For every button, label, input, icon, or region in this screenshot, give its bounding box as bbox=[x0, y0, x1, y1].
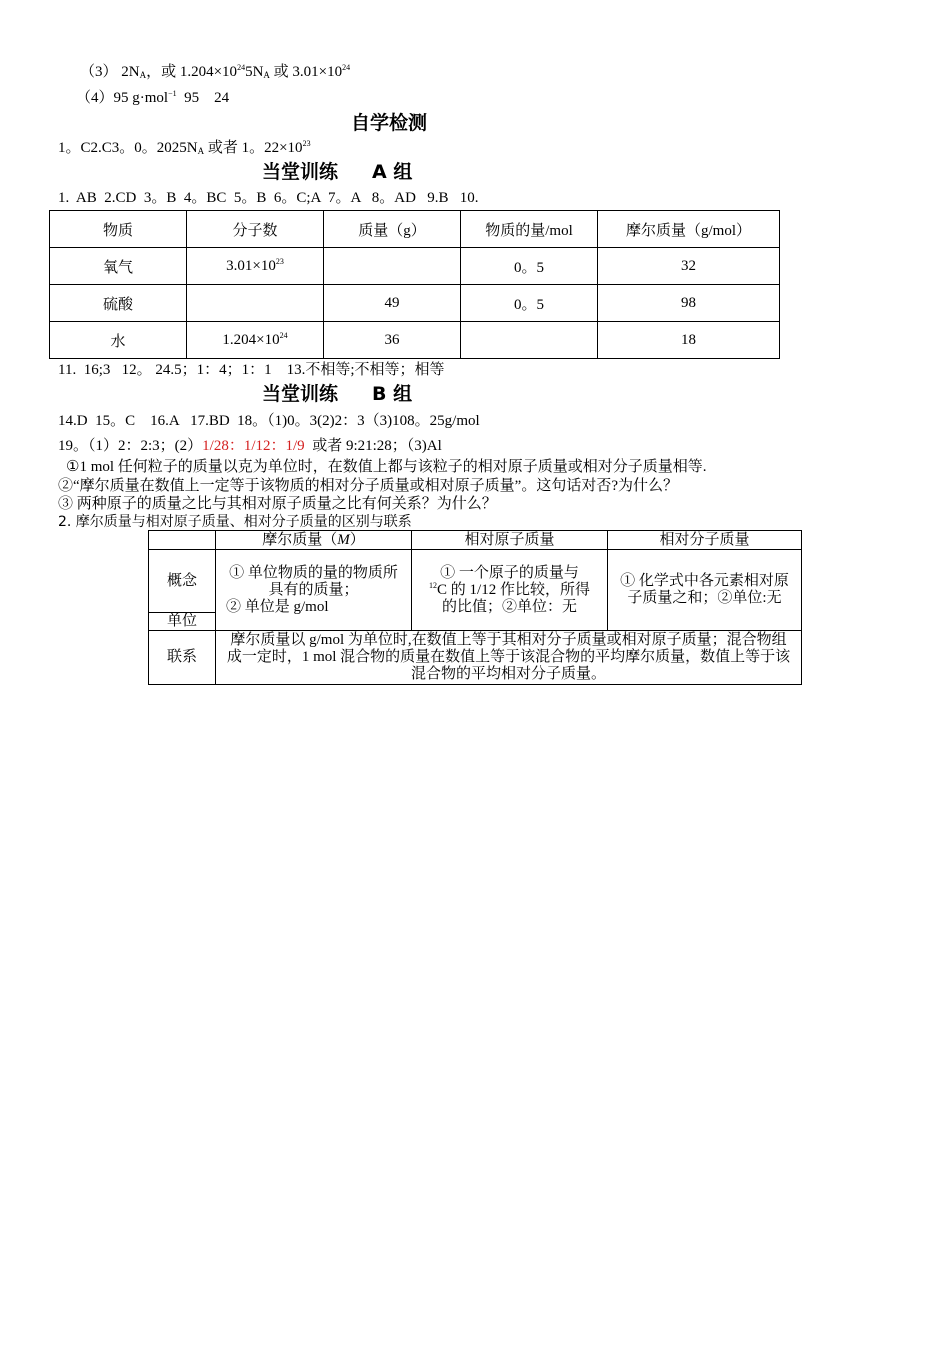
question-2: ②“摩尔质量在数值上一定等于该物质的相对分子质量或相对原子质量”。这句话对否?为什么？ bbox=[58, 478, 678, 494]
table-cell: 98 bbox=[598, 285, 780, 322]
table-header: 分子数 bbox=[187, 211, 324, 248]
table-cell: ① 化学式中各元素相对原子质量之和；②单位:无 bbox=[608, 550, 802, 631]
table-header: 相对分子质量 bbox=[608, 531, 802, 550]
table-cell: ① 一个原子的质量与 $^{12}$C 的 1/12 作比较，所得的比值；②单位：无 bbox=[412, 550, 608, 631]
table-header: 物质的量/mol bbox=[461, 211, 598, 248]
table-row bbox=[50, 322, 780, 359]
table-cell: ① 单位物质的量的物质所具有的质量； ② 单位是 g/mol bbox=[216, 550, 412, 631]
question-3: ③ 两种原子的质量之比与其相对原子质量之比有何关系？为什么？ bbox=[58, 496, 497, 512]
table-cell bbox=[187, 285, 324, 322]
group-a-answers-2: 11. 16;3 12。 24.5；1：4；1：1 13.不相等;不相等；相等 bbox=[58, 362, 445, 378]
table-cell: $1.204\times 10^{24}$ bbox=[187, 322, 324, 359]
table-header: 质量（g） bbox=[324, 211, 461, 248]
group-b-answers-1: 14.D 15。C 16.A 17.BD 18。（1)0。3(2)2：3（3)108。25g/mol bbox=[58, 413, 480, 429]
table-cell: 硫酸 bbox=[50, 285, 187, 322]
table-row bbox=[50, 248, 780, 285]
table-cell: 摩尔质量以 g/mol 为单位时,在数值上等于其相对分子质量或相对原子质量；混合物组成一定时，1 mol 混合物的质量在数值上等于该混合物的平均摩尔质量，数值上等于该混合物的平均相对分子质量。 bbox=[216, 631, 802, 685]
group-a-heading: 当堂训练 A 组 bbox=[262, 161, 413, 183]
highlighted-answer: 1/28：1/12：1/9 bbox=[202, 438, 305, 454]
table-cell: 0。5 bbox=[461, 285, 598, 322]
group-b-heading: 当堂训练 B 组 bbox=[262, 383, 413, 405]
table-cell: 32 bbox=[598, 248, 780, 285]
row-label: 单位 bbox=[166, 613, 197, 629]
link-row bbox=[149, 631, 802, 685]
comparison-header-row bbox=[149, 531, 802, 550]
table-header-row bbox=[50, 211, 780, 248]
table-cell: 水 bbox=[50, 322, 187, 359]
table-header: 摩尔质量（g/mol） bbox=[598, 211, 780, 248]
row-label: 概念 bbox=[149, 550, 215, 613]
row-label: 联系 bbox=[149, 631, 216, 685]
table-header: 摩尔质量（M） bbox=[216, 531, 412, 550]
table-cell: 49 bbox=[324, 285, 461, 322]
answer-line-3: （3） $2N_A$，或 $1.204\times 10^{24}5N_A$ 或 $3.01\times 10^{24}$ bbox=[80, 63, 351, 80]
self-study-heading: 自学检测 bbox=[351, 112, 428, 134]
concept-row bbox=[149, 550, 802, 631]
table-cell: 36 bbox=[324, 322, 461, 359]
table-row bbox=[50, 285, 780, 322]
table-corner bbox=[149, 531, 216, 550]
answer-line-4: （4）95 g·mol$^{-1}$ 95 24 bbox=[76, 89, 230, 106]
table-cell: 18 bbox=[598, 322, 780, 359]
comparison-table bbox=[148, 530, 802, 685]
table-cell bbox=[324, 248, 461, 285]
table-cell: $3.01\times 10^{23}$ bbox=[187, 248, 324, 285]
table-header: 物质 bbox=[50, 211, 187, 248]
section-title: 2. 摩尔质量与相对原子质量、相对分子质量的区别与联系 bbox=[58, 514, 412, 530]
self-study-answers: 1。C2.C3。0。$2025N_A$ 或者 1。$22\times 10^{23}$ bbox=[58, 139, 311, 156]
row-label-concept-unit bbox=[149, 550, 216, 631]
table-cell: 氧气 bbox=[50, 248, 187, 285]
substance-table bbox=[49, 210, 780, 359]
group-a-answers: 1. AB 2.CD 3。B 4。BC 5。B 6。C;A 7。A 8。AD 9.B 10. bbox=[58, 190, 479, 206]
table-header: 相对原子质量 bbox=[412, 531, 608, 550]
table-cell: 0。5 bbox=[461, 248, 598, 285]
question-1: ①1 mol 任何粒子的质量以克为单位时，在数值上都与该粒子的相对原子质量或相对分子质量相等. bbox=[66, 459, 707, 475]
group-b-answers-2: 19。（1）2：2:3；(2）1/28：1/12：1/9 或者 9:21:28；（3)Al bbox=[58, 438, 442, 454]
table-cell bbox=[461, 322, 598, 359]
